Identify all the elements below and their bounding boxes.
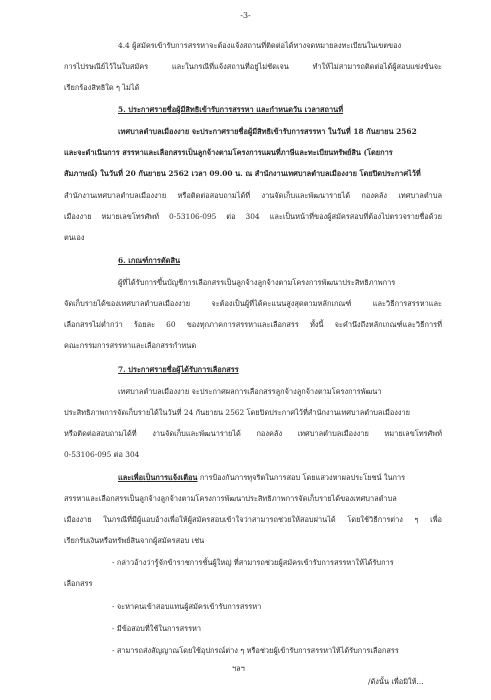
- paragraph-line: เทศบาลตำบลเมืองงาย จะประกาศรายชื่อผู้มีสิทธิเข้ารับการสรรหา ในวันที่ 18 กันยายน 2562: [118, 127, 417, 136]
- paragraph-line: การไปรษณีย์ไว้ในใบสมัคร และในกรณีที่แจ้งสถานที่อยู่ไม่ชัดเจน ทำให้ไม่สามารถติดต่อได้ผู้สอบแข่งขันจะ: [64, 62, 442, 71]
- page-number: -3-: [240, 11, 251, 20]
- list-item: - จะหาคนเข้าสอบแทนผู้สมัครเข้ารับการสรรหา: [112, 602, 262, 611]
- list-item: - มีข้อสอบที่ใช้ในการสรรหา: [112, 624, 202, 633]
- continuation-note: /ดังนั้น เพื่อมิให้...: [368, 677, 424, 686]
- paragraph-line: ผู้ที่ได้รับการขึ้นบัญชีการเลือกสรรเป็นลูกจ้างลูกจ้างตามโครงการพัฒนาประสิทธิภาพการ: [118, 278, 396, 287]
- paragraph-line: จัดเก็บรายได้ของเทศบาลตำบลเมืองงาย จะต้องเป็นผู้ที่ได้คะแนนสูงสุดตามหลักเกณฑ์ และวิธีการสรรหาและ: [64, 299, 442, 308]
- paragraph-line: เมืองงาย หมายเลขโทรศัพท์ 0-53106-095 ต่อ 304 และเป็นหน้าที่ของผู้สมัครสอบที่ต้องไปตรวจรายชื่อด้วย: [64, 212, 442, 221]
- warning-heading: และเพื่อเป็นการแจ้งเตือน: [118, 473, 198, 482]
- paragraph-line: เลือกสรรไม่ต่ำกว่า ร้อยละ 60 ของทุกภาคการสรรหาและเลือกสรร ทั้งนี้ จะคำนึงถึงหลักเกณฑ์และวิธีการที่: [64, 320, 442, 329]
- signature-mark: ฯลฯ: [232, 664, 245, 673]
- list-item-continuation: เลือกสรร: [64, 579, 93, 588]
- section-7-heading: 7. ประกาศรายชื่อผู้ได้รับการเลือกสรร: [118, 365, 239, 374]
- paragraph-line: เรียกร้องสิทธิใด ๆ ไม่ได้: [64, 83, 140, 92]
- list-item: - กล่าวอ้างว่ารู้จักข้าราชการชั้นผู้ใหญ่ ที่สามารถช่วยผู้สมัครเข้ารับการสรรหาให้ได้รับการ: [112, 558, 394, 567]
- paragraph-line: คณะกรรมการสรรหาและเลือกสรรกำหนด: [64, 341, 197, 350]
- paragraph-line: ประสิทธิภาพการจัดเก็บรายได้ในวันที่ 24 กันยายน 2562 โดยปิดประกาศไว้ที่สำนักงานเทศบาลตำบลเมืองงาย: [64, 408, 410, 417]
- list-item: - สามารถส่งสัญญาณโดยใช้อุปกรณ์ต่าง ๆ หรือช่วยผู้เข้ารับการสรรหาให้ได้รับการเลือกสรร: [112, 646, 399, 655]
- paragraph-line: สัมภาษณ์) ในวันที่ 20 กันยายน 2562 เวลา 09.00 น. ณ สำนักงานเทศบาลตำบลเมืองงาย โดยปิดประกาศไว้ที่: [64, 169, 421, 178]
- paragraph-line: ตนเอง: [64, 233, 85, 242]
- paragraph-line: สำนักงานเทศบาลตำบลเมืองงาย หรือติดต่อสอบถามได้ที่ งานจัดเก็บและพัฒนารายได้ กองคลัง เทศบาลตำบล: [64, 191, 442, 200]
- warning-first-line-rest: การป้องกันการทุจริตในการสอบ โดยแสวงหาผลประโยชน์ ในการ: [197, 473, 406, 482]
- paragraph-line: สรรหาและเลือกสรรเป็นลูกจ้างลูกจ้างตามโครงการพัฒนาประสิทธิภาพการจัดเก็บรายได้ของเทศบาลตำบล: [64, 494, 397, 503]
- section-5-heading: 5. ประกาศรายชื่อผู้มีสิทธิเข้ารับการสรรหา และกำหนดวัน เวลาสถานที่: [118, 105, 344, 114]
- paragraph-line: เรียกรับเงินหรือทรัพย์สินจากผู้สมัครสอบ เช่น: [64, 536, 205, 545]
- paragraph-line: หรือติดต่อสอบถามได้ที่ งานจัดเก็บและพัฒนารายได้ กองคลัง เทศบาลตำบลเมืองงาย หมายเลขโทรศัพท์: [64, 429, 442, 438]
- paragraph-line: เทศบาลตำบลเมืองงาย จะประกาศผลการเลือกสรรลูกจ้างลูกจ้างตามโครงการพัฒนา: [118, 387, 382, 396]
- paragraph-line: และจะดำเนินการ สรรหาและเลือกสรรเป็นลูกจ้างตามโครงการแผนที่ภาษีและทะเบียนทรัพย์สิน (โดยการ: [64, 148, 393, 157]
- paragraph-line: เมืองงาย ในกรณีที่มีผู้แอบอ้างเพื่อให้ผู้สมัครสอบเข้าใจว่าสามารถช่วยให้สอบผ่านได้ โดยใช้วิธีการต่าง ๆ เพื่อ: [64, 515, 442, 524]
- paragraph-line: 4.4 ผู้สมัครเข้ารับการสรรหาจะต้องแจ้งสถานที่ติดต่อได้ทางจดหมายลงทะเบียนในเขตของ: [118, 41, 402, 50]
- warning-first-line: [118, 470, 405, 486]
- paragraph-line: 0-53106-095 ต่อ 304: [64, 450, 140, 459]
- section-6-heading: 6. เกณฑ์การตัดสิน: [118, 256, 181, 265]
